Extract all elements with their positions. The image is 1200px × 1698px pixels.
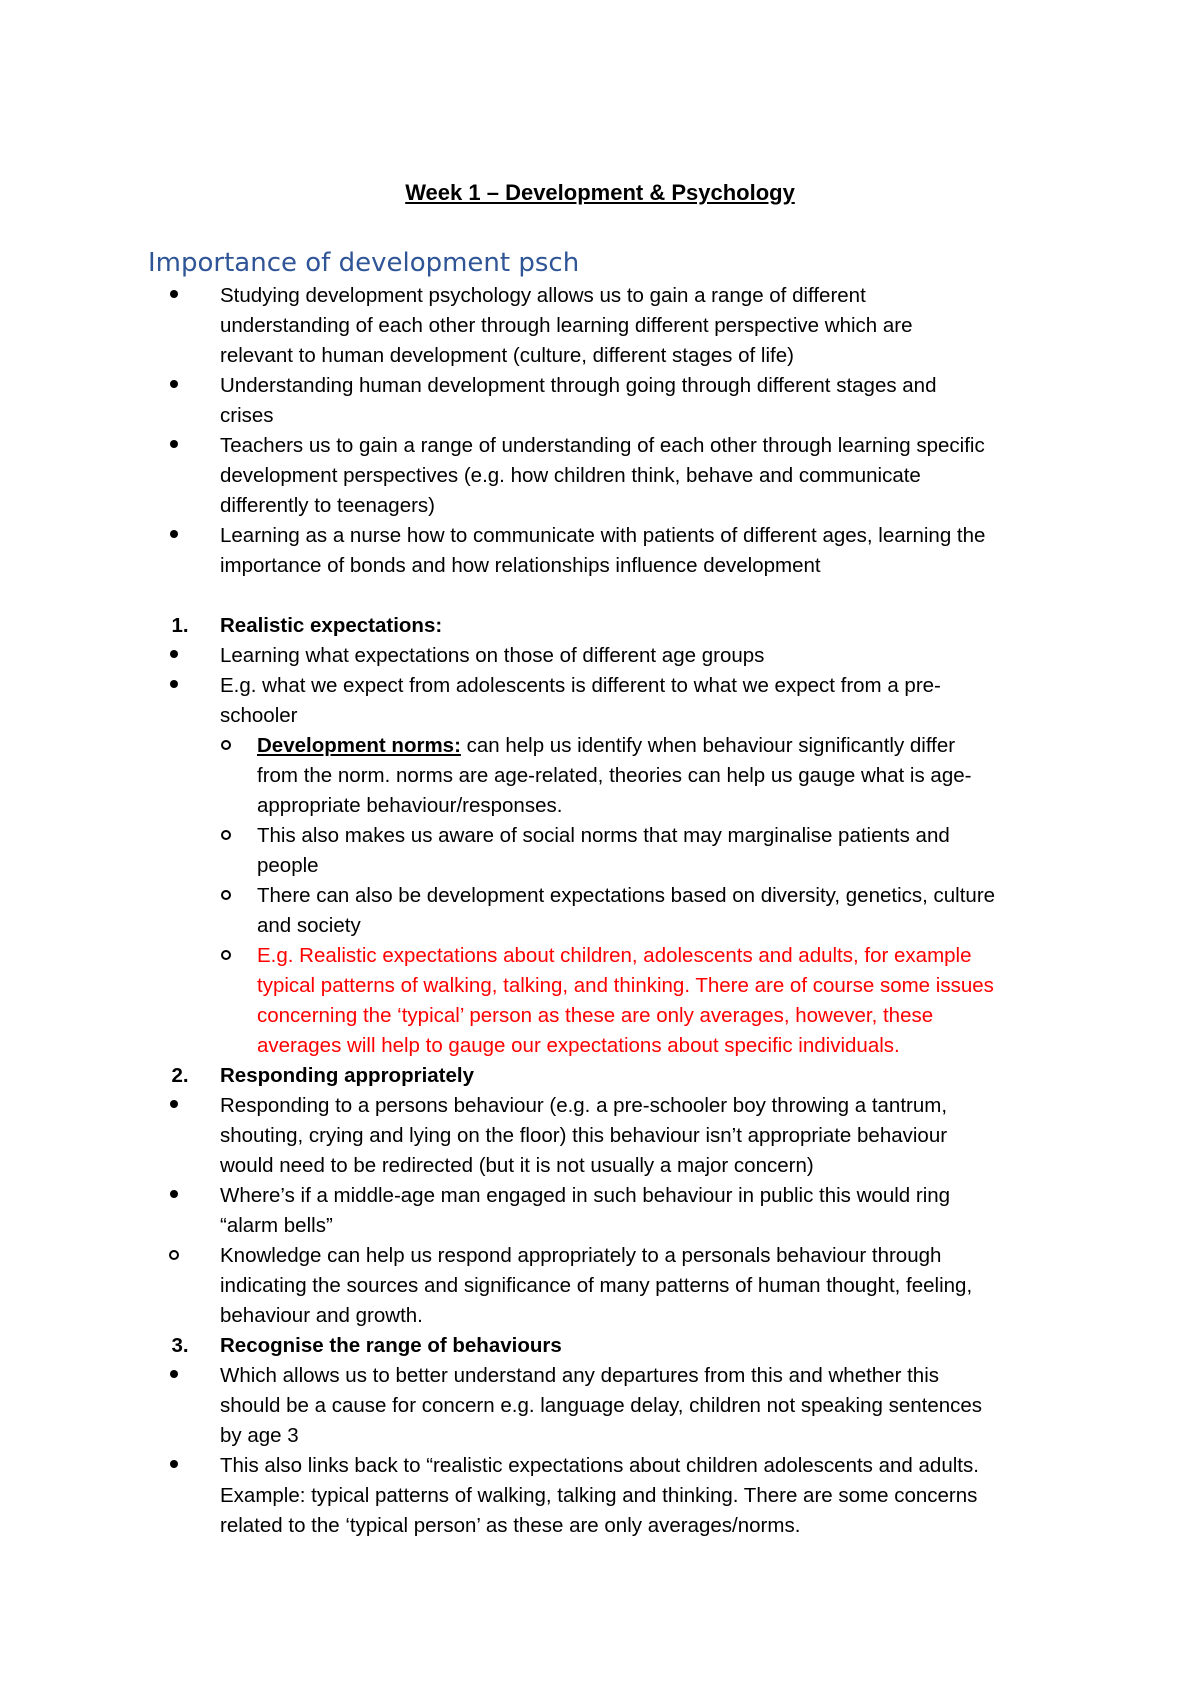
bullet-dot-icon xyxy=(164,1091,184,1121)
line-text: should be a cause for concern e.g. language delay, children not speaking sentences xyxy=(220,1394,983,1417)
bullet-dot-icon xyxy=(164,521,184,551)
bullet-circle-icon xyxy=(216,881,236,911)
line-text: relevant to human development (culture, different stages of life) xyxy=(220,344,794,367)
line-text: Responding appropriately xyxy=(220,1064,474,1087)
bullet-dot-icon xyxy=(164,1451,184,1481)
bullet-dot-icon xyxy=(164,281,184,311)
line-text: appropriate behaviour/responses. xyxy=(257,794,563,817)
line-text: “alarm bells” xyxy=(220,1214,333,1237)
line-text: This also makes us aware of social norms that may marginalise patients and xyxy=(257,824,950,847)
line-text: Responding to a persons behaviour (e.g. a pre-schooler boy throwing a tantrum, xyxy=(220,1094,948,1117)
line-text: by age 3 xyxy=(220,1424,299,1447)
bullet-dot-icon xyxy=(164,1181,184,1211)
line-text: people xyxy=(257,854,319,877)
line-text: typical patterns of walking, talking, and thinking. There are of course some issues xyxy=(257,974,994,997)
line-text: and society xyxy=(257,914,361,937)
line-text: behaviour and growth. xyxy=(220,1304,423,1327)
line-text: averages will help to gauge our expectations about specific individuals. xyxy=(257,1034,900,1057)
page-title: Week 1 – Development & Psychology xyxy=(405,180,795,205)
line-text: understanding of each other through learning different perspective which are xyxy=(220,314,913,337)
bullet-circle-icon xyxy=(164,1241,184,1271)
line-text: would need to be redirected (but it is not usually a major concern) xyxy=(220,1154,814,1177)
line-text: Studying development psychology allows us to gain a range of different xyxy=(220,284,866,307)
line-text: importance of bonds and how relationships influence development xyxy=(220,554,821,577)
line-text: E.g. what we expect from adolescents is different to what we expect from a pre- xyxy=(220,674,941,697)
line-text: related to the ‘typical person’ as these are only averages/norms. xyxy=(220,1514,801,1537)
bullet-dot-icon xyxy=(164,431,184,461)
bullet-circle-icon xyxy=(216,821,236,851)
line-text: Recognise the range of behaviours xyxy=(220,1334,562,1357)
line-text: Learning as a nurse how to communicate with patients of different ages, learning the xyxy=(220,524,986,547)
line-text-rest: can help us identify when behaviour significantly differ xyxy=(460,734,956,757)
bullet-circle-icon xyxy=(216,731,236,761)
bullet-dot-icon xyxy=(164,671,184,701)
section-heading: Importance of development psch xyxy=(148,248,580,278)
line-text: Example: typical patterns of walking, talking and thinking. There are some concerns xyxy=(220,1484,978,1507)
line-text: shouting, crying and lying on the floor) this behaviour isn’t appropriate behaviour xyxy=(220,1124,948,1147)
bullet-dot-icon xyxy=(164,371,184,401)
line-text: This also links back to “realistic expectations about children adolescents and adults. xyxy=(220,1454,979,1477)
line-text: Teachers us to gain a range of understanding of each other through learning specific xyxy=(220,434,985,457)
term-label: Development norms: xyxy=(257,734,461,757)
list-number: 2. xyxy=(171,1064,189,1087)
line-text: Understanding human development through going through different stages and xyxy=(220,374,937,397)
line-text: from the norm. norms are age-related, theories can help us gauge what is age- xyxy=(257,764,972,787)
line-text: Where’s if a middle-age man engaged in such behaviour in public this would ring xyxy=(220,1184,951,1207)
line-text: There can also be development expectations based on diversity, genetics, culture xyxy=(257,884,996,907)
line-text: Which allows us to better understand any departures from this and whether this xyxy=(220,1364,940,1387)
bullet-circle-icon xyxy=(216,941,236,971)
line-text: development perspectives (e.g. how children think, behave and communicate xyxy=(220,464,921,487)
bullet-dot-icon xyxy=(164,1361,184,1391)
line-text: Realistic expectations: xyxy=(220,614,443,637)
line-text: indicating the sources and significance of many patterns of human thought, feeling, xyxy=(220,1274,973,1297)
list-number: 1. xyxy=(171,614,189,637)
line-text: concerning the ‘typical’ person as these are only averages, however, these xyxy=(257,1004,934,1027)
line-text: schooler xyxy=(220,704,298,727)
line-text: Knowledge can help us respond appropriately to a personals behaviour through xyxy=(220,1244,942,1267)
line-text: Learning what expectations on those of different age groups xyxy=(220,644,765,667)
line-text: differently to teenagers) xyxy=(220,494,435,517)
line-text: crises xyxy=(220,404,274,427)
list-number: 3. xyxy=(171,1334,189,1357)
line-text xyxy=(257,731,955,761)
line-text: E.g. Realistic expectations about children, adolescents and adults, for example xyxy=(257,944,972,967)
bullet-dot-icon xyxy=(164,641,184,671)
